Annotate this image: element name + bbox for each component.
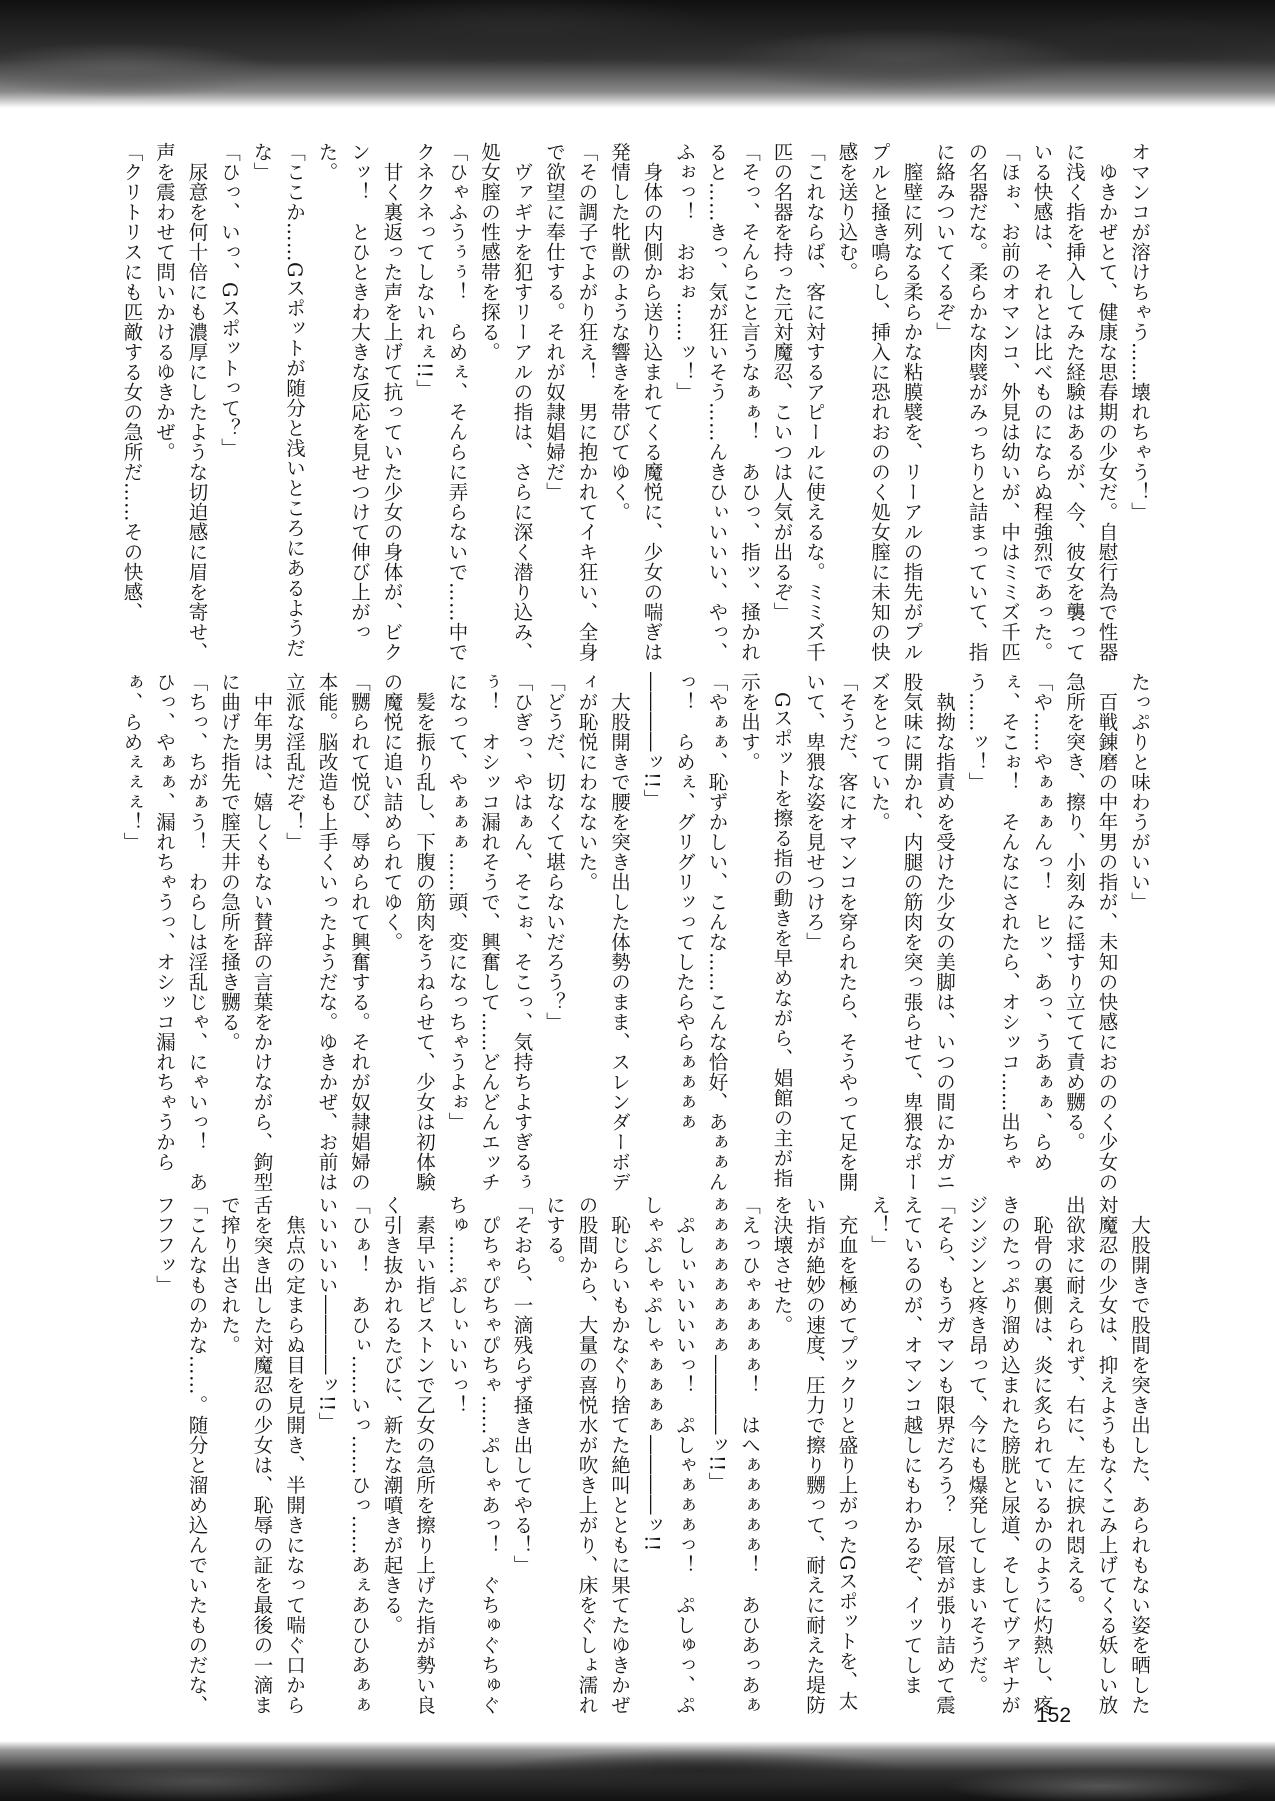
body-text-tier-3: 大股開きで股間を突き出した、あられもない姿を晒した対魔忍の少女は、抑えようもなくこみ上げてくる妖しい放出欲求に耐えられず、右に、左に捩れ悶える。 恥骨の裏側は、炎に炙られているかのように灼熱し、疼きのたっぷり溜め込まれた膀胱と尿道、そしてヴァギナがジンジンと疼き昂って、今にも爆発してしまいそうだ。 「そら、もうガマンも限界だろう？ 尿管が張り詰めて震えているのが、オマンコ越しにもわかるぞ、イッてしまえ！」 充血を極めてプックリと盛り上がったGスポットを、太い指が絶妙の速度、圧力で擦り嬲って、耐えに耐えた堤防を決壊させた。 「えっひゃぁぁぁぁ！ はへぁぁぁぁぁ！ あひあっあぁぁぁぁぁぁぁぁぁ――――ッ!!」 ぷしぃいいいいっ！ ぷしゃぁぁぁっ！ ぷしゅっ、ぷしゃぷしゃぷしゃぁぁぁぁ――――ッ!! 恥じらいもかなぐり捨てた絶叫とともに果てたゆきかぜの股間から、大量の喜悦水が吹き上がり、床をぐしょ濡れにする。 「そおら、一滴残らず掻き出してやる！」 ぴちゃぴちゃぴちゃ……ぷしゃあっ！ ぐちゅぐちゅぐちゅ……ぷしぃいいっ！ 素早い指ピストンで乙女の急所を擦り上げた指が勢い良く引き抜かれるたびに、新たな潮噴きが起きる。 「ひぁ！ あひぃ……いっ……ひっ……あぇあひひあぁぁいいいいい――――ッ!!」 焦点の定まらぬ目を見開き、半開きになって喘ぐ口から舌を突き出した対魔忍の少女は、恥辱の証を最後の一滴まで搾り出された。 「こんなものかな……。随分と溜め込んでいたものだな、フフフッ」	[153, 1195, 1151, 1715]
decorative-bottom-band	[0, 1741, 1275, 1801]
text-tier-3	[155, 1195, 1155, 1735]
text-tier-2	[120, 672, 1155, 1212]
body-text-tier-1: オマンコが溶けちゃう……壊れちゃう！」 ゆきかぜとて、健康な思春期の少女だ。自慰行為で性器に浅く指を挿入してみた経験はあるが、今、彼女を襲っている快感は、それとは比べものにならぬ程強烈であった。 「ほぉ、お前のオマンコ、外見は幼いが、中はミミズ千匹の名器だな。柔らかな肉襞がみっちりと詰まっていて、指に絡みついてくるぞ」 膣壁に列なる柔らかな粘膜襞を、リーアルの指先がプルプルと掻き鳴らし、挿入に恐れおののく処女膣に未知の快感を送り込む。 「これならば、客に対するアピールに使えるな。ミミズ千匹の名器を持った元対魔忍、こいつは人気が出るぞ」 「そっ、そんらこと言うなぁぁ！ あひっ、指ッ、掻かれると……きっ、気が狂いそう……んきひぃいいい、やっ、ふぉっ！ おおぉ……ッ！」 身体の内側から送り込まれてくる魔悦に、少女の喘ぎは発情した牝獣のような響きを帯びてゆく。 「その調子でよがり狂え！ 男に抱かれてイキ狂い、全身で欲望に奉仕する。それが奴隷娼婦だ」 ヴァギナを犯すリーアルの指は、さらに深く潜り込み、処女膣の性感帯を探る。 「ひゃふうぅぅ！ らめぇ、そんらに弄らないで……中でクネクネってしないれぇ!!」 甘く裏返った声を上げて抗っていた少女の身体が、ビクンッ！ とひときわ大きな反応を見せつけて伸び上がった。 「ここか……Gスポットが随分と浅いところにあるようだな」 「ひっ、いっ、Gスポットって？」 尿意を何十倍にも濃厚にしたような切迫感に眉を寄せ、声を震わせて問いかけるゆきかぜ。 「クリトリスにも匹敵する女の急所だ……その快感、	[120, 142, 1151, 662]
page-number: 152	[1036, 1704, 1072, 1727]
decorative-top-band	[0, 0, 1275, 108]
text-tier-1	[120, 142, 1155, 682]
body-text-tier-2: たっぷりと味わうがいい」 百戦錬磨の中年男の指が、未知の快感におののく少女の急所を突き、擦り、小刻みに揺すり立てて責め嬲る。 「や……やぁぁぁんっ！ ヒッ、あっ、うあぁぁ、らめぇ、そこぉ！ そんなにされたら、オシッコ……出ちゃう……ッ！」 執拗な指責めを受けた少女の美脚は、いつの間にかガニ股気味に開かれ、内腿の筋肉を突っ張らせて、卑猥なポーズをとっていた。 「そうだ、客にオマンコを穿られたら、そうやって足を開いて、卑猥な姿を見せつけろ」 Gスポットを擦る指の動きを早めながら、娼館の主が指示を出す。 「やぁぁ、恥ずかしい、こんな……こんな恰好、あぁぁんっ！ らめぇ、グリグリッってしたらやらぁぁぁぁ――――ッ!!」 大股開きで腰を突き出した体勢のまま、スレンダーボディが恥悦にわなないた。 「どうだ、切なくて堪らないだろう？」 「ひぎっ、やはぁん、そこぉ、そこっ、気持ちよすぎるぅぅ！ オシッコ漏れそうで、興奮して……どんどんエッチになって、やぁぁぁ……頭、変になっちゃうよぉ」 髪を振り乱し、下腹の筋肉をうねらせて、少女は初体験の魔悦に追い詰められてゆく。 「嬲られて悦び、辱められて興奮する。それが奴隷娼婦の本能。脳改造も上手くいったようだな。ゆきかぜ、お前は立派な淫乱だぞ！」 中年男は、嬉しくもない賛辞の言葉をかけながら、鉤型に曲げた指先で膣天井の急所を掻き嬲る。 「ちっ、ちがぁう！ わらしは淫乱じゃ、にゃいっ！ あひっ、やぁぁ、漏れちゃうっ、オシッコ漏れちゃうからぁ、らめぇぇぇ！」	[120, 672, 1151, 1192]
